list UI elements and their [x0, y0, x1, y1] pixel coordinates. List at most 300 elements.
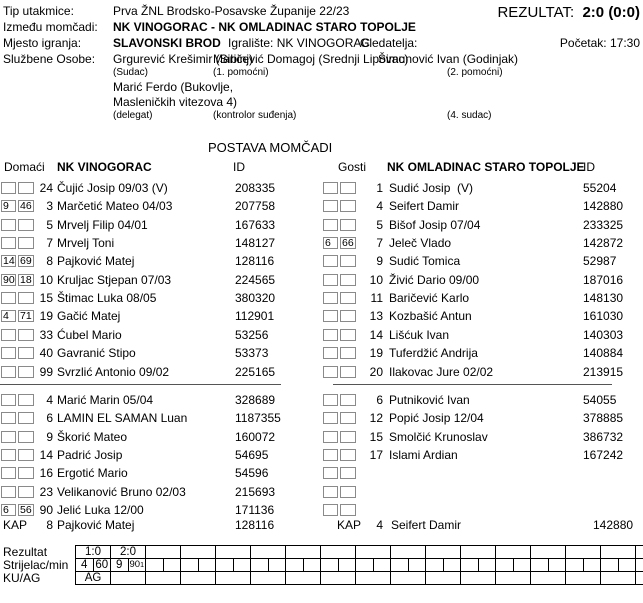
sub-number-box: 14 — [3, 255, 15, 268]
scorer-number — [356, 559, 373, 571]
sub-number-box — [1, 219, 16, 231]
player-row — [322, 363, 643, 381]
scorer-cell — [321, 559, 356, 572]
events-row — [76, 559, 643, 572]
referee-name: Grgurević Krešimir (Sibinj) — [113, 52, 254, 66]
player-name: Gačić Matej — [57, 309, 121, 324]
sub-number-box — [323, 274, 338, 286]
result-cell — [426, 546, 461, 559]
sub-number-box — [323, 219, 338, 231]
player-number: 19 — [39, 309, 53, 324]
delegate-role: (delegat) — [113, 110, 153, 121]
player-number: 90 — [39, 503, 53, 518]
player-name: Gavranić Stipo — [57, 346, 136, 361]
player-name: Popić Josip 12/04 — [389, 411, 484, 426]
scorer-cell — [76, 559, 111, 572]
kuag-cell — [111, 572, 146, 585]
sub-minute-box: 18 — [18, 274, 34, 286]
player-row — [0, 409, 321, 427]
player-row — [322, 289, 643, 307]
kuag-cell — [601, 572, 636, 585]
player-number: 17 — [369, 448, 383, 463]
goal-minute: 60 — [93, 559, 111, 571]
match-type-label: Tip utakmice: — [3, 4, 74, 18]
sub-minute-box: 69 — [18, 255, 34, 267]
player-number: 7 — [376, 236, 383, 251]
scorer-cell — [216, 559, 251, 572]
player-row — [0, 271, 321, 289]
sub-number-box — [1, 449, 16, 461]
venue-label: Mjesto igranja: — [3, 36, 82, 50]
scorer-number — [181, 559, 198, 571]
sub-number-box — [1, 366, 16, 378]
player-number: 13 — [369, 309, 383, 324]
home-captain-row — [0, 518, 321, 536]
sub-minute-box — [340, 366, 356, 378]
scorer-cell — [496, 559, 531, 572]
goal-minute — [583, 559, 601, 571]
player-row — [0, 483, 321, 501]
fourth-official-role: (4. sudac) — [447, 110, 492, 121]
player-name: Putniković Ivan — [389, 393, 470, 407]
away-kap-label: KAP — [337, 518, 362, 532]
player-name: Škorić Mateo — [57, 429, 128, 444]
goal-minute — [408, 559, 426, 571]
events-kuag-label: KU/AG — [3, 571, 41, 585]
spectators-label: Gledatelja: — [360, 36, 418, 50]
assistant2-name: Šimunović Ivan (Godinjak) — [378, 52, 519, 66]
home-id-header: ID — [233, 160, 245, 174]
scorer-cell — [566, 559, 601, 572]
player-id: 140884 — [583, 346, 624, 361]
sub-minute-box — [340, 329, 356, 341]
sub-number-box — [323, 394, 338, 406]
sub-number-box — [1, 394, 16, 406]
goal-minute — [163, 559, 181, 571]
player-name: Baričević Karlo — [389, 291, 470, 306]
player-id: 386732 — [583, 429, 624, 444]
sub-minute-box — [340, 255, 356, 267]
result-header — [497, 4, 640, 21]
scorer-number — [286, 559, 303, 571]
result-cell — [286, 546, 321, 559]
player-number: 33 — [39, 327, 53, 342]
player-id: 148130 — [583, 291, 624, 306]
goal-minute — [338, 559, 356, 571]
away-starters-list — [322, 179, 643, 382]
player-name: Velikanović Bruno 02/03 — [57, 484, 186, 499]
sub-minute-box — [340, 504, 356, 516]
player-number: 24 — [39, 181, 53, 195]
player-row — [322, 234, 643, 252]
sub-minute-box: 66 — [340, 237, 356, 249]
sub-minute-box — [340, 219, 356, 231]
player-row — [0, 464, 321, 482]
result-cell — [356, 546, 391, 559]
result-cell — [391, 546, 426, 559]
player-number: 20 — [369, 364, 383, 379]
scorer-number: 4 — [81, 559, 88, 571]
player-id: 378885 — [583, 411, 624, 426]
player-id: 128116 — [235, 254, 275, 269]
goal-minute — [443, 559, 461, 571]
player-name: Seifert Damir — [389, 199, 460, 214]
player-row — [322, 391, 643, 409]
scorer-number — [461, 559, 478, 571]
kuag-cell — [461, 572, 496, 585]
sub-number-box — [1, 237, 16, 249]
player-id: 148127 — [235, 236, 276, 251]
player-name: Kozbašić Antun — [389, 309, 472, 324]
scorer-cell — [181, 559, 216, 572]
scorer-number — [321, 559, 338, 571]
sub-minute-box — [340, 347, 356, 359]
player-row — [322, 216, 643, 234]
scorer-cell — [531, 559, 566, 572]
player-row — [0, 216, 321, 234]
sub-number-box: 6 — [1, 504, 16, 516]
scorer-cell — [391, 559, 426, 572]
sub-number-box — [323, 504, 338, 516]
sub-number-box — [323, 200, 338, 212]
scorer-number — [496, 559, 513, 571]
player-name: Mrvelj Filip 04/01 — [57, 217, 148, 232]
player-number: 6 — [376, 393, 383, 407]
sub-minute-box — [340, 310, 356, 322]
player-name: Sudić Tomica — [389, 254, 461, 269]
kuag-cell: AG — [76, 572, 111, 585]
player-number: 16 — [39, 466, 53, 481]
player-id: 55204 — [583, 181, 617, 195]
player-row — [0, 363, 321, 381]
match-type-value: Prva ŽNL Brodsko-Posavske Županije 22/23 — [113, 4, 350, 18]
player-name: Svrzlić Antonio 09/02 — [57, 364, 170, 379]
sub-minute-box — [340, 274, 356, 286]
player-name: LAMIN EL SAMAN Luan — [57, 411, 188, 426]
ground-label: Igralište: — [228, 36, 274, 50]
kuag-cell — [251, 572, 286, 585]
player-id: 215693 — [235, 484, 276, 499]
player-number: 3 — [46, 199, 53, 214]
result-cell — [216, 546, 251, 559]
player-row — [322, 179, 643, 197]
player-row — [322, 271, 643, 289]
result-cell — [566, 546, 601, 559]
sub-number-box — [323, 366, 338, 378]
player-name: Padrić Josip — [57, 448, 123, 463]
scorer-number — [391, 559, 408, 571]
sub-number-box — [1, 412, 16, 424]
player-id: 208335 — [235, 181, 276, 195]
player-id: 140303 — [583, 327, 624, 342]
player-number: 7 — [46, 236, 53, 251]
sub-minute-box: 46 — [18, 200, 34, 212]
result-cell — [251, 546, 286, 559]
sub-minute-box — [340, 467, 356, 479]
away-subs-list — [322, 391, 643, 521]
away-captain-id: 142880 — [593, 518, 634, 532]
player-name: Lišćuk Ivan — [389, 327, 450, 342]
player-id: 142872 — [583, 236, 624, 251]
sub-minute-box: 56 — [18, 504, 34, 516]
result-cell — [321, 546, 356, 559]
sub-minute-box: 71 — [18, 310, 34, 322]
player-row — [322, 344, 643, 362]
player-row — [0, 252, 321, 270]
sub-number-box — [323, 412, 338, 424]
scorer-number: 9 — [116, 559, 123, 571]
home-subs-list — [0, 391, 321, 521]
kuag-cell — [321, 572, 356, 585]
sub-minute-box — [340, 292, 356, 304]
player-id: 53256 — [235, 327, 269, 342]
player-row — [322, 307, 643, 325]
player-row — [322, 197, 643, 215]
player-row — [0, 179, 321, 197]
goal-minute — [478, 559, 496, 571]
player-number: 40 — [39, 346, 53, 361]
kickoff-value: 17:30 — [609, 36, 640, 50]
result-label: REZULTAT: — [497, 4, 575, 21]
scorer-number — [251, 559, 268, 571]
player-name: Kruljac Stjepan 07/03 — [57, 272, 172, 287]
kickoff — [560, 37, 640, 50]
player-id: 161030 — [583, 309, 624, 324]
player-name: Marčetić Mateo 04/03 — [57, 199, 173, 214]
player-id: 160072 — [235, 429, 276, 444]
between-teams-value: NK VINOGORAC - NK OMLADINAC STARO TOPOLJE — [113, 20, 416, 34]
sub-number-box — [323, 467, 338, 479]
sub-number-box — [323, 486, 338, 498]
player-number: 1 — [376, 181, 383, 195]
events-row — [76, 572, 643, 585]
events-grid — [75, 545, 643, 585]
player-id: 225165 — [235, 364, 276, 379]
sub-number-box — [323, 310, 338, 322]
goal-minute: 90 1 — [129, 559, 144, 570]
away-subs-divider — [333, 384, 612, 385]
player-number: 9 — [376, 254, 383, 269]
goal-minute — [373, 559, 391, 571]
home-side-label: Domaći — [4, 160, 45, 174]
player-name: Živić Dario 09/00 — [389, 272, 480, 287]
scorer-number — [566, 559, 583, 571]
player-id: 54695 — [235, 448, 269, 463]
sub-number-box — [1, 347, 16, 359]
player-id: 187016 — [583, 272, 624, 287]
result-cell — [461, 546, 496, 559]
ground — [228, 37, 370, 50]
player-name: Mrvelj Toni — [57, 236, 115, 251]
assistant1-role: (1. pomoćni) — [213, 67, 269, 78]
goal-minute — [618, 559, 636, 571]
sub-minute-box — [340, 412, 356, 424]
sub-minute-box — [340, 394, 356, 406]
sub-minute-box — [340, 486, 356, 498]
player-id: 53373 — [235, 346, 269, 361]
player-id: 54055 — [583, 393, 617, 407]
ground-value: NK VINOGORAC — [276, 36, 371, 50]
player-row — [0, 289, 321, 307]
controller-role: (kontrolor suđenja) — [213, 110, 297, 121]
scorer-number — [601, 559, 618, 571]
home-captain-name: Pajković Matej — [57, 518, 135, 532]
away-captain-name: Seifert Damir — [391, 518, 462, 532]
result-cell — [146, 546, 181, 559]
sub-number-box — [1, 467, 16, 479]
player-name: Pajković Matej — [57, 254, 135, 269]
sub-number-box — [1, 431, 16, 443]
sub-number-box — [1, 329, 16, 341]
player-row — [322, 483, 643, 501]
player-number: 4 — [46, 393, 53, 407]
home-captain-number: 8 — [46, 518, 53, 532]
player-id: 167633 — [235, 217, 276, 232]
goal-minute — [233, 559, 251, 571]
kuag-cell — [146, 572, 181, 585]
kuag-cell — [426, 572, 461, 585]
home-captain-id: 128116 — [235, 518, 275, 532]
sub-number-box — [323, 431, 338, 443]
goal-minute — [268, 559, 286, 571]
between-teams-label: Između momčadi: — [3, 20, 98, 34]
result-value: 2:0 (0:0) — [582, 4, 640, 21]
player-name: Jelić Luka 12/00 — [57, 503, 144, 518]
scorer-cell — [461, 559, 496, 572]
player-number: 8 — [46, 254, 53, 269]
kuag-cell — [636, 572, 643, 585]
away-id-header: ID — [583, 160, 595, 174]
kuag-cell — [286, 572, 321, 585]
scorer-number — [146, 559, 163, 571]
player-row — [322, 501, 643, 519]
away-captain-number: 4 — [376, 518, 383, 532]
player-id: 380320 — [235, 291, 276, 306]
player-number: 11 — [370, 291, 383, 306]
player-row — [0, 344, 321, 362]
venue-value: SLAVONSKI BROD — [113, 36, 221, 50]
player-number: 23 — [39, 484, 53, 499]
result-cell — [601, 546, 636, 559]
away-side-label: Gosti — [338, 160, 367, 174]
result-cell: 1:0 — [76, 546, 111, 559]
sub-minute-box — [340, 200, 356, 212]
player-number: 12 — [369, 411, 383, 426]
player-id: 52987 — [583, 254, 617, 269]
kuag-cell — [496, 572, 531, 585]
sub-number-box — [1, 182, 16, 194]
player-name: Ćubel Mario — [57, 327, 122, 342]
assistant2-role: (2. pomoćni) — [447, 67, 503, 78]
scorer-number — [531, 559, 548, 571]
sub-number-box — [323, 449, 338, 461]
sub-number-box — [323, 292, 338, 304]
player-id: 171136 — [235, 503, 275, 518]
sub-number-box — [1, 486, 16, 498]
scorer-cell — [146, 559, 181, 572]
player-number: 9 — [46, 429, 53, 444]
result-cell — [181, 546, 216, 559]
goal-minute — [548, 559, 566, 571]
player-name: Tuferdžić Andrija — [389, 346, 478, 361]
scorer-cell — [426, 559, 461, 572]
player-row — [0, 391, 321, 409]
sub-number-box — [323, 255, 338, 267]
events-scorer-label: Strijelac/min — [3, 558, 69, 572]
home-subs-divider — [0, 384, 281, 385]
result-cell — [496, 546, 531, 559]
result-cell — [531, 546, 566, 559]
player-name: Smolčić Krunoslav — [389, 429, 488, 444]
player-name: Bišof Josip 07/04 — [389, 217, 481, 232]
away-team-name: NK OMLADINAC STARO TOPOLJE — [387, 160, 585, 174]
sub-minute-box — [340, 431, 356, 443]
referee-role: (Sudac) — [113, 67, 149, 78]
player-number: 99 — [39, 364, 53, 379]
player-id: 233325 — [583, 217, 624, 232]
goal-minute-sup: 1 — [140, 561, 144, 569]
sub-number-box — [323, 182, 338, 194]
sub-number-box — [323, 347, 338, 359]
kuag-cell — [216, 572, 251, 585]
home-kap-label: KAP — [3, 518, 28, 532]
player-id: 54596 — [235, 466, 269, 481]
assistant1-name: Maričević Domagoj (Srednji Lipovac) — [213, 52, 409, 66]
kuag-cell — [181, 572, 216, 585]
delegate-name-line2: Masleničkih vitezova 4) — [113, 95, 238, 109]
player-row — [0, 197, 321, 215]
player-id: 328689 — [235, 393, 276, 407]
player-name: Ergotić Mario — [57, 466, 128, 481]
kuag-cell — [531, 572, 566, 585]
player-number: 5 — [46, 217, 53, 232]
player-number: 10 — [39, 272, 53, 287]
kickoff-label: Početak: — [559, 36, 607, 50]
sub-number-box: 4 — [1, 310, 16, 322]
scorer-cell — [601, 559, 636, 572]
away-captain-row — [322, 518, 643, 536]
player-number: 14 — [369, 327, 383, 342]
player-id: 112901 — [235, 309, 275, 324]
player-row — [0, 234, 321, 252]
events-result-label: Rezultat — [3, 545, 48, 559]
scorer-cell — [356, 559, 391, 572]
player-row — [322, 428, 643, 446]
player-number: 15 — [369, 429, 383, 444]
player-id: 224565 — [235, 272, 276, 287]
home-team-name: NK VINOGORAC — [57, 160, 152, 174]
sub-number-box: 6 — [323, 237, 338, 249]
player-number: 6 — [46, 411, 53, 426]
player-row — [322, 252, 643, 270]
player-number: 5 — [376, 217, 383, 232]
events-row — [76, 546, 643, 559]
officials-label: Službene Osobe: — [3, 52, 96, 66]
player-number: 10 — [369, 272, 383, 287]
kuag-cell — [566, 572, 601, 585]
result-cell — [636, 546, 643, 559]
player-row — [0, 428, 321, 446]
scorer-number — [426, 559, 443, 571]
goal-minute — [303, 559, 321, 571]
kuag-cell — [391, 572, 426, 585]
goal-minute — [198, 559, 216, 571]
kuag-cell — [356, 572, 391, 585]
sub-number-box: 9 — [1, 200, 16, 212]
scorer-number — [636, 559, 643, 571]
player-id: 207758 — [235, 199, 276, 214]
player-row — [322, 326, 643, 344]
